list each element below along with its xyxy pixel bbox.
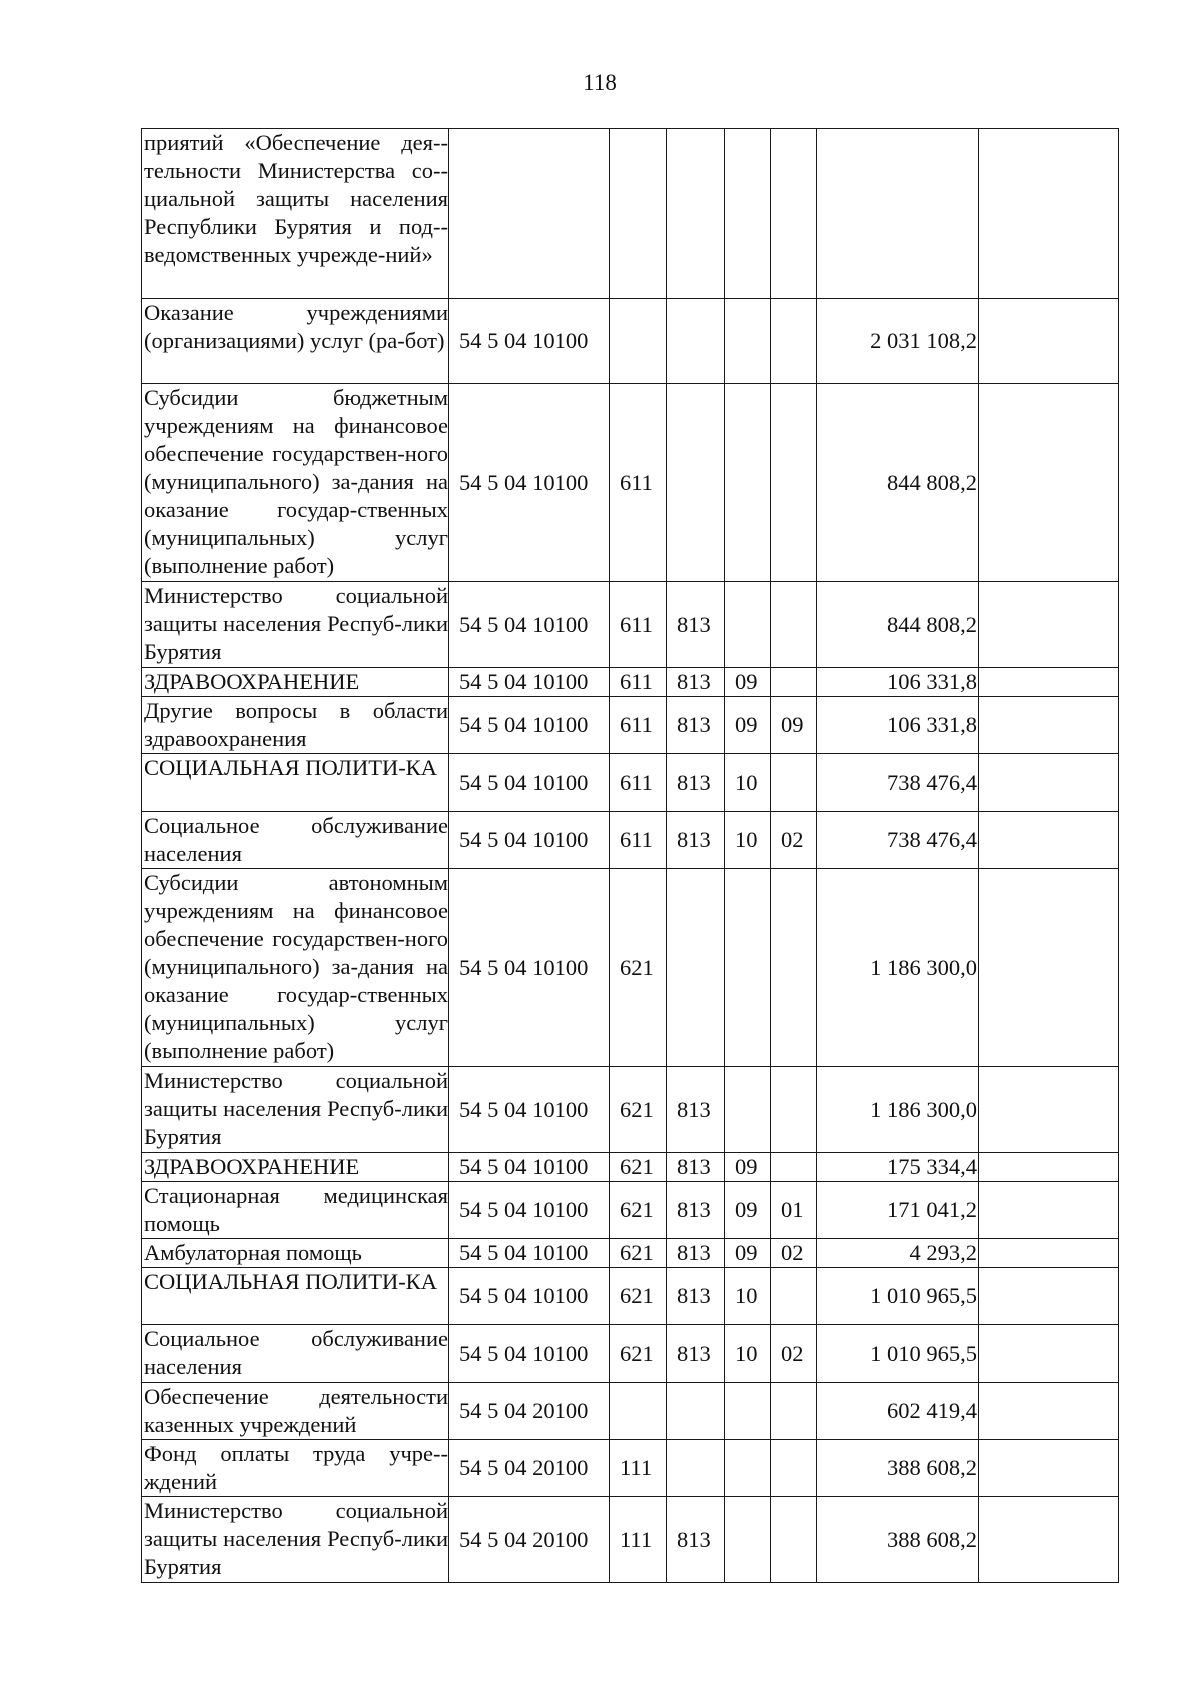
row-amount: 388 608,2 xyxy=(817,1440,979,1497)
row-extra xyxy=(979,1497,1119,1583)
table-row xyxy=(142,384,1119,582)
table-row xyxy=(142,129,1119,299)
row-extra xyxy=(979,697,1119,754)
row-extra xyxy=(979,1153,1119,1182)
row-amount: 106 331,8 xyxy=(817,668,979,697)
row-name: Стационарная медицинская помощь xyxy=(142,1182,449,1239)
table-row xyxy=(142,1182,1119,1239)
row-extra xyxy=(979,129,1119,299)
row-subsection xyxy=(771,1440,817,1497)
row-name: Субсидии автономным учреждениям на финансовое обеспечение государствен-ного (муниципального) за-дания на оказание государ-ственных (муниципальных) услуг (выполнение работ) xyxy=(142,869,449,1067)
row-code: 54 5 04 10100 xyxy=(449,1239,610,1268)
row-section xyxy=(725,1497,771,1583)
row-amount: 4 293,2 xyxy=(817,1239,979,1268)
table-row xyxy=(142,1383,1119,1440)
row-extra xyxy=(979,1067,1119,1153)
page-number: 118 xyxy=(583,70,617,95)
row-expense-type xyxy=(610,1383,667,1440)
row-section xyxy=(725,1067,771,1153)
row-subsection xyxy=(771,1153,817,1182)
table-row xyxy=(142,1153,1119,1182)
row-name: Социальное обслуживание населения xyxy=(142,1325,449,1383)
row-subsection xyxy=(771,129,817,299)
row-extra xyxy=(979,1440,1119,1497)
row-subsection xyxy=(771,1497,817,1583)
row-admin-code: 813 xyxy=(667,668,725,697)
row-code: 54 5 04 10100 xyxy=(449,582,610,668)
row-expense-type: 611 xyxy=(610,668,667,697)
row-code: 54 5 04 10100 xyxy=(449,754,610,812)
row-amount: 106 331,8 xyxy=(817,697,979,754)
row-section: 10 xyxy=(725,1325,771,1383)
row-subsection xyxy=(771,299,817,384)
table-row xyxy=(142,299,1119,384)
row-section xyxy=(725,384,771,582)
row-amount: 171 041,2 xyxy=(817,1182,979,1239)
table-row xyxy=(142,812,1119,869)
row-code: 54 5 04 10100 xyxy=(449,869,610,1067)
row-subsection: 09 xyxy=(771,697,817,754)
row-expense-type: 611 xyxy=(610,582,667,668)
row-extra xyxy=(979,668,1119,697)
row-name: СОЦИАЛЬНАЯ ПОЛИТИ-КА xyxy=(142,754,449,812)
row-extra xyxy=(979,384,1119,582)
row-section: 10 xyxy=(725,1268,771,1325)
row-admin-code: 813 xyxy=(667,812,725,869)
row-code: 54 5 04 10100 xyxy=(449,299,610,384)
row-name: Обеспечение деятельности казенных учреждений xyxy=(142,1383,449,1440)
row-expense-type: 111 xyxy=(610,1497,667,1583)
row-subsection xyxy=(771,754,817,812)
row-expense-type: 611 xyxy=(610,754,667,812)
row-expense-type: 621 xyxy=(610,1268,667,1325)
row-extra xyxy=(979,869,1119,1067)
row-code: 54 5 04 20100 xyxy=(449,1383,610,1440)
row-admin-code: 813 xyxy=(667,754,725,812)
table-row xyxy=(142,1268,1119,1325)
row-code xyxy=(449,129,610,299)
row-admin-code xyxy=(667,1383,725,1440)
row-extra xyxy=(979,812,1119,869)
row-name: приятий «Обеспечение дея-тельности Министерства со-циальной защиты населения Республики Бурятия и под-ведомственных учрежде-ний» xyxy=(142,129,449,299)
row-subsection: 01 xyxy=(771,1182,817,1239)
row-subsection: 02 xyxy=(771,812,817,869)
row-name: Амбулаторная помощь xyxy=(142,1239,449,1268)
row-code: 54 5 04 10100 xyxy=(449,1067,610,1153)
table-row xyxy=(142,1067,1119,1153)
row-expense-type: 111 xyxy=(610,1440,667,1497)
row-amount: 2 031 108,2 xyxy=(817,299,979,384)
row-subsection: 02 xyxy=(771,1239,817,1268)
row-extra xyxy=(979,1268,1119,1325)
row-code: 54 5 04 10100 xyxy=(449,697,610,754)
row-section: 09 xyxy=(725,1153,771,1182)
row-name: Оказание учреждениями (организациями) услуг (ра-бот) xyxy=(142,299,449,384)
table-row xyxy=(142,668,1119,697)
row-name: Министерство социальной защиты населения Респуб-лики Бурятия xyxy=(142,1067,449,1153)
row-expense-type: 621 xyxy=(610,1325,667,1383)
row-name: СОЦИАЛЬНАЯ ПОЛИТИ-КА xyxy=(142,1268,449,1325)
row-amount: 602 419,4 xyxy=(817,1383,979,1440)
row-amount: 738 476,4 xyxy=(817,754,979,812)
row-expense-type: 621 xyxy=(610,1153,667,1182)
row-subsection xyxy=(771,1268,817,1325)
row-extra xyxy=(979,1182,1119,1239)
row-admin-code: 813 xyxy=(667,697,725,754)
row-amount xyxy=(817,129,979,299)
row-admin-code: 813 xyxy=(667,1182,725,1239)
row-amount: 1 186 300,0 xyxy=(817,1067,979,1153)
row-amount: 1 010 965,5 xyxy=(817,1268,979,1325)
row-admin-code xyxy=(667,384,725,582)
row-code: 54 5 04 10100 xyxy=(449,668,610,697)
row-amount: 844 808,2 xyxy=(817,384,979,582)
table-row xyxy=(142,754,1119,812)
row-section xyxy=(725,869,771,1067)
row-amount: 175 334,4 xyxy=(817,1153,979,1182)
row-expense-type: 611 xyxy=(610,384,667,582)
row-expense-type: 611 xyxy=(610,812,667,869)
row-expense-type: 621 xyxy=(610,869,667,1067)
row-section: 09 xyxy=(725,697,771,754)
row-amount: 738 476,4 xyxy=(817,812,979,869)
table-row xyxy=(142,869,1119,1067)
row-code: 54 5 04 10100 xyxy=(449,1182,610,1239)
row-section xyxy=(725,1440,771,1497)
row-extra xyxy=(979,1239,1119,1268)
row-section xyxy=(725,299,771,384)
table-row xyxy=(142,582,1119,668)
row-code: 54 5 04 10100 xyxy=(449,1268,610,1325)
row-name: Министерство социальной защиты населения Респуб-лики Бурятия xyxy=(142,1497,449,1583)
row-admin-code: 813 xyxy=(667,1268,725,1325)
row-admin-code: 813 xyxy=(667,1239,725,1268)
row-admin-code: 813 xyxy=(667,1325,725,1383)
row-name: Субсидии бюджетным учреждениям на финансовое обеспечение государствен-ного (муниципального) за-дания на оказание государ-ственных (муниципальных) услуг (выполнение работ) xyxy=(142,384,449,582)
row-code: 54 5 04 20100 xyxy=(449,1440,610,1497)
row-expense-type: 621 xyxy=(610,1067,667,1153)
row-name: Другие вопросы в области здравоохранения xyxy=(142,697,449,754)
table-row xyxy=(142,1497,1119,1583)
row-subsection xyxy=(771,869,817,1067)
row-expense-type: 611 xyxy=(610,697,667,754)
row-code: 54 5 04 10100 xyxy=(449,812,610,869)
row-code: 54 5 04 10100 xyxy=(449,1153,610,1182)
row-admin-code xyxy=(667,129,725,299)
row-subsection xyxy=(771,384,817,582)
table-row xyxy=(142,697,1119,754)
row-extra xyxy=(979,1325,1119,1383)
table-row xyxy=(142,1440,1119,1497)
row-name: Социальное обслуживание населения xyxy=(142,812,449,869)
row-code: 54 5 04 20100 xyxy=(449,1497,610,1583)
table-row xyxy=(142,1325,1119,1383)
row-expense-type: 621 xyxy=(610,1182,667,1239)
row-section xyxy=(725,1383,771,1440)
row-admin-code: 813 xyxy=(667,1067,725,1153)
row-amount: 1 010 965,5 xyxy=(817,1325,979,1383)
row-name: Министерство социальной защиты населения Респуб-лики Бурятия xyxy=(142,582,449,668)
row-subsection xyxy=(771,668,817,697)
row-amount: 1 186 300,0 xyxy=(817,869,979,1067)
row-expense-type: 621 xyxy=(610,1239,667,1268)
row-extra xyxy=(979,299,1119,384)
row-admin-code xyxy=(667,869,725,1067)
row-amount: 844 808,2 xyxy=(817,582,979,668)
row-subsection xyxy=(771,1383,817,1440)
table-row xyxy=(142,1239,1119,1268)
row-subsection xyxy=(771,1067,817,1153)
row-extra xyxy=(979,582,1119,668)
row-name: ЗДРАВООХРАНЕНИЕ xyxy=(142,1153,449,1182)
row-section: 10 xyxy=(725,754,771,812)
row-code: 54 5 04 10100 xyxy=(449,384,610,582)
row-admin-code xyxy=(667,299,725,384)
row-amount: 388 608,2 xyxy=(817,1497,979,1583)
row-section xyxy=(725,129,771,299)
row-extra xyxy=(979,1383,1119,1440)
row-name: Фонд оплаты труда учре-ждений xyxy=(142,1440,449,1497)
row-subsection xyxy=(771,582,817,668)
row-subsection: 02 xyxy=(771,1325,817,1383)
row-section: 10 xyxy=(725,812,771,869)
budget-table xyxy=(141,128,1119,1583)
row-code: 54 5 04 10100 xyxy=(449,1325,610,1383)
row-admin-code: 813 xyxy=(667,1153,725,1182)
row-section: 09 xyxy=(725,1182,771,1239)
row-admin-code: 813 xyxy=(667,1497,725,1583)
row-section: 09 xyxy=(725,1239,771,1268)
row-extra xyxy=(979,754,1119,812)
row-name: ЗДРАВООХРАНЕНИЕ xyxy=(142,668,449,697)
row-admin-code xyxy=(667,1440,725,1497)
row-expense-type xyxy=(610,129,667,299)
row-section: 09 xyxy=(725,668,771,697)
row-section xyxy=(725,582,771,668)
row-expense-type xyxy=(610,299,667,384)
row-admin-code: 813 xyxy=(667,582,725,668)
